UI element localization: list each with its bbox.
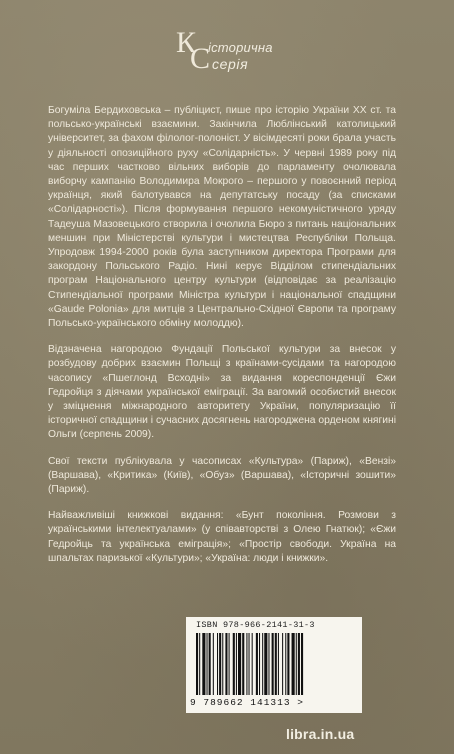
barcode-bar xyxy=(202,633,205,695)
barcode-bar xyxy=(296,633,297,695)
barcode-bar xyxy=(268,633,269,695)
series-logo xyxy=(176,26,316,76)
monogram-letter-k: К xyxy=(176,26,197,59)
author-biography xyxy=(48,104,396,566)
barcode-bar xyxy=(213,633,214,695)
barcode-bar xyxy=(256,633,258,695)
barcode-bar xyxy=(278,633,279,695)
barcode-bar xyxy=(249,633,250,695)
barcode-bar xyxy=(275,633,277,695)
barcode-bar xyxy=(236,633,237,695)
barcode-bars xyxy=(196,633,346,695)
barcode-bar xyxy=(233,633,235,695)
barcode-bar xyxy=(262,633,263,695)
website-url: libra.in.ua xyxy=(286,726,355,742)
bio-paragraph-1: Богуміла Бердиховська – публіцист, пише про історію України XX ст. та польсько-українські взаємини. Закінчила Люблінський католицький університет, за фахом філолог-полоніст. У вісімдесяті роки брала участь у діяльності опозиційного руху «Солідарність». У червні 1989 року під час перших частково вільних виборів до парламенту очолювала виборчу кампанію Володимира Мокрого – першого у повоєнний період українця, який балотувався на депутатську посаду (за списками «Солідарності»). Після формування першого некомуністичного уряду Тадеуша Мазовецького створила і очолила Бюро з питань національних меншин при Міністерстві культури і мистецтва Республіки Польща. Упродовж 1994-2000 років була заступником директора Програми для закордону Польського Радіо. Нині керує Відділом стипендіальних програм Національного центру культури (відповідає за реалізацію Стипендіальної програми Міністра культури і національної спадщини «Gaude Polonia» для митців з Центрально-Східної Європи та програму Польсько-українського обміну молоддю). xyxy=(48,105,396,330)
barcode-bar xyxy=(207,633,208,695)
series-name-line2: серія xyxy=(212,56,249,72)
isbn-barcode xyxy=(186,617,362,713)
barcode-bar xyxy=(217,633,218,695)
barcode-bar xyxy=(287,633,289,695)
barcode-bar xyxy=(282,633,283,695)
bio-paragraph-3: Свої тексти публікувала у часописах «Культура» (Париж), «Вензі» (Варшава), «Критика» (Київ), «Обуз» (Варшава), «Історичні зошити» (Париж). xyxy=(48,455,396,496)
barcode-bar xyxy=(264,633,267,695)
barcode-bar xyxy=(242,633,244,695)
barcode-bar xyxy=(199,633,200,695)
barcode-bar xyxy=(246,633,247,695)
barcode-bar xyxy=(225,633,227,695)
barcode-bar xyxy=(301,633,303,695)
bio-paragraph-2: Відзначена нагородою Фундації Польської культури за внесок у розбудову добрих взаємин Польщі з країнами-сусідами та нагородою часопису «Пшеглонд Всходні» за видання кореспонденції Єжи Гедройця з діячами української еміграції. За вагомий особистий внесок у зміцнення міжнародного авторитету України, популяризацію її історичної спадщини і сучасних досягнень нагороджена орденом княгині Ольги (серпень 2009). xyxy=(48,344,396,441)
barcode-bar xyxy=(222,633,223,695)
barcode-bar xyxy=(209,633,211,695)
monogram-letter-s: С xyxy=(190,42,211,75)
barcode-bar xyxy=(285,633,286,695)
barcode-bar xyxy=(298,633,300,695)
isbn-label: ISBN 978-966-2141-31-3 xyxy=(196,620,315,630)
bio-paragraph-4: Найважливіші книжкові видання: «Бунт покоління. Розмови з українськими інтелектуалами» (у співавторстві з Олею Гнатюк); «Єжи Гедройць та українська еміграція»; «Простір свободи. Україна на шпальтах паризької «Культури»; «Україна: люди і книжки». xyxy=(48,510,396,564)
barcode-bar xyxy=(259,633,260,695)
barcode-bar xyxy=(292,633,295,695)
barcode-number: 9 789662 141313 > xyxy=(190,697,304,708)
barcode-bar xyxy=(196,633,198,695)
barcode-bar xyxy=(272,633,274,695)
barcode-bar xyxy=(219,633,221,695)
barcode-bar xyxy=(238,633,241,695)
series-name-line1: історична xyxy=(208,40,273,55)
barcode-bar xyxy=(252,633,253,695)
barcode-bar xyxy=(229,633,230,695)
